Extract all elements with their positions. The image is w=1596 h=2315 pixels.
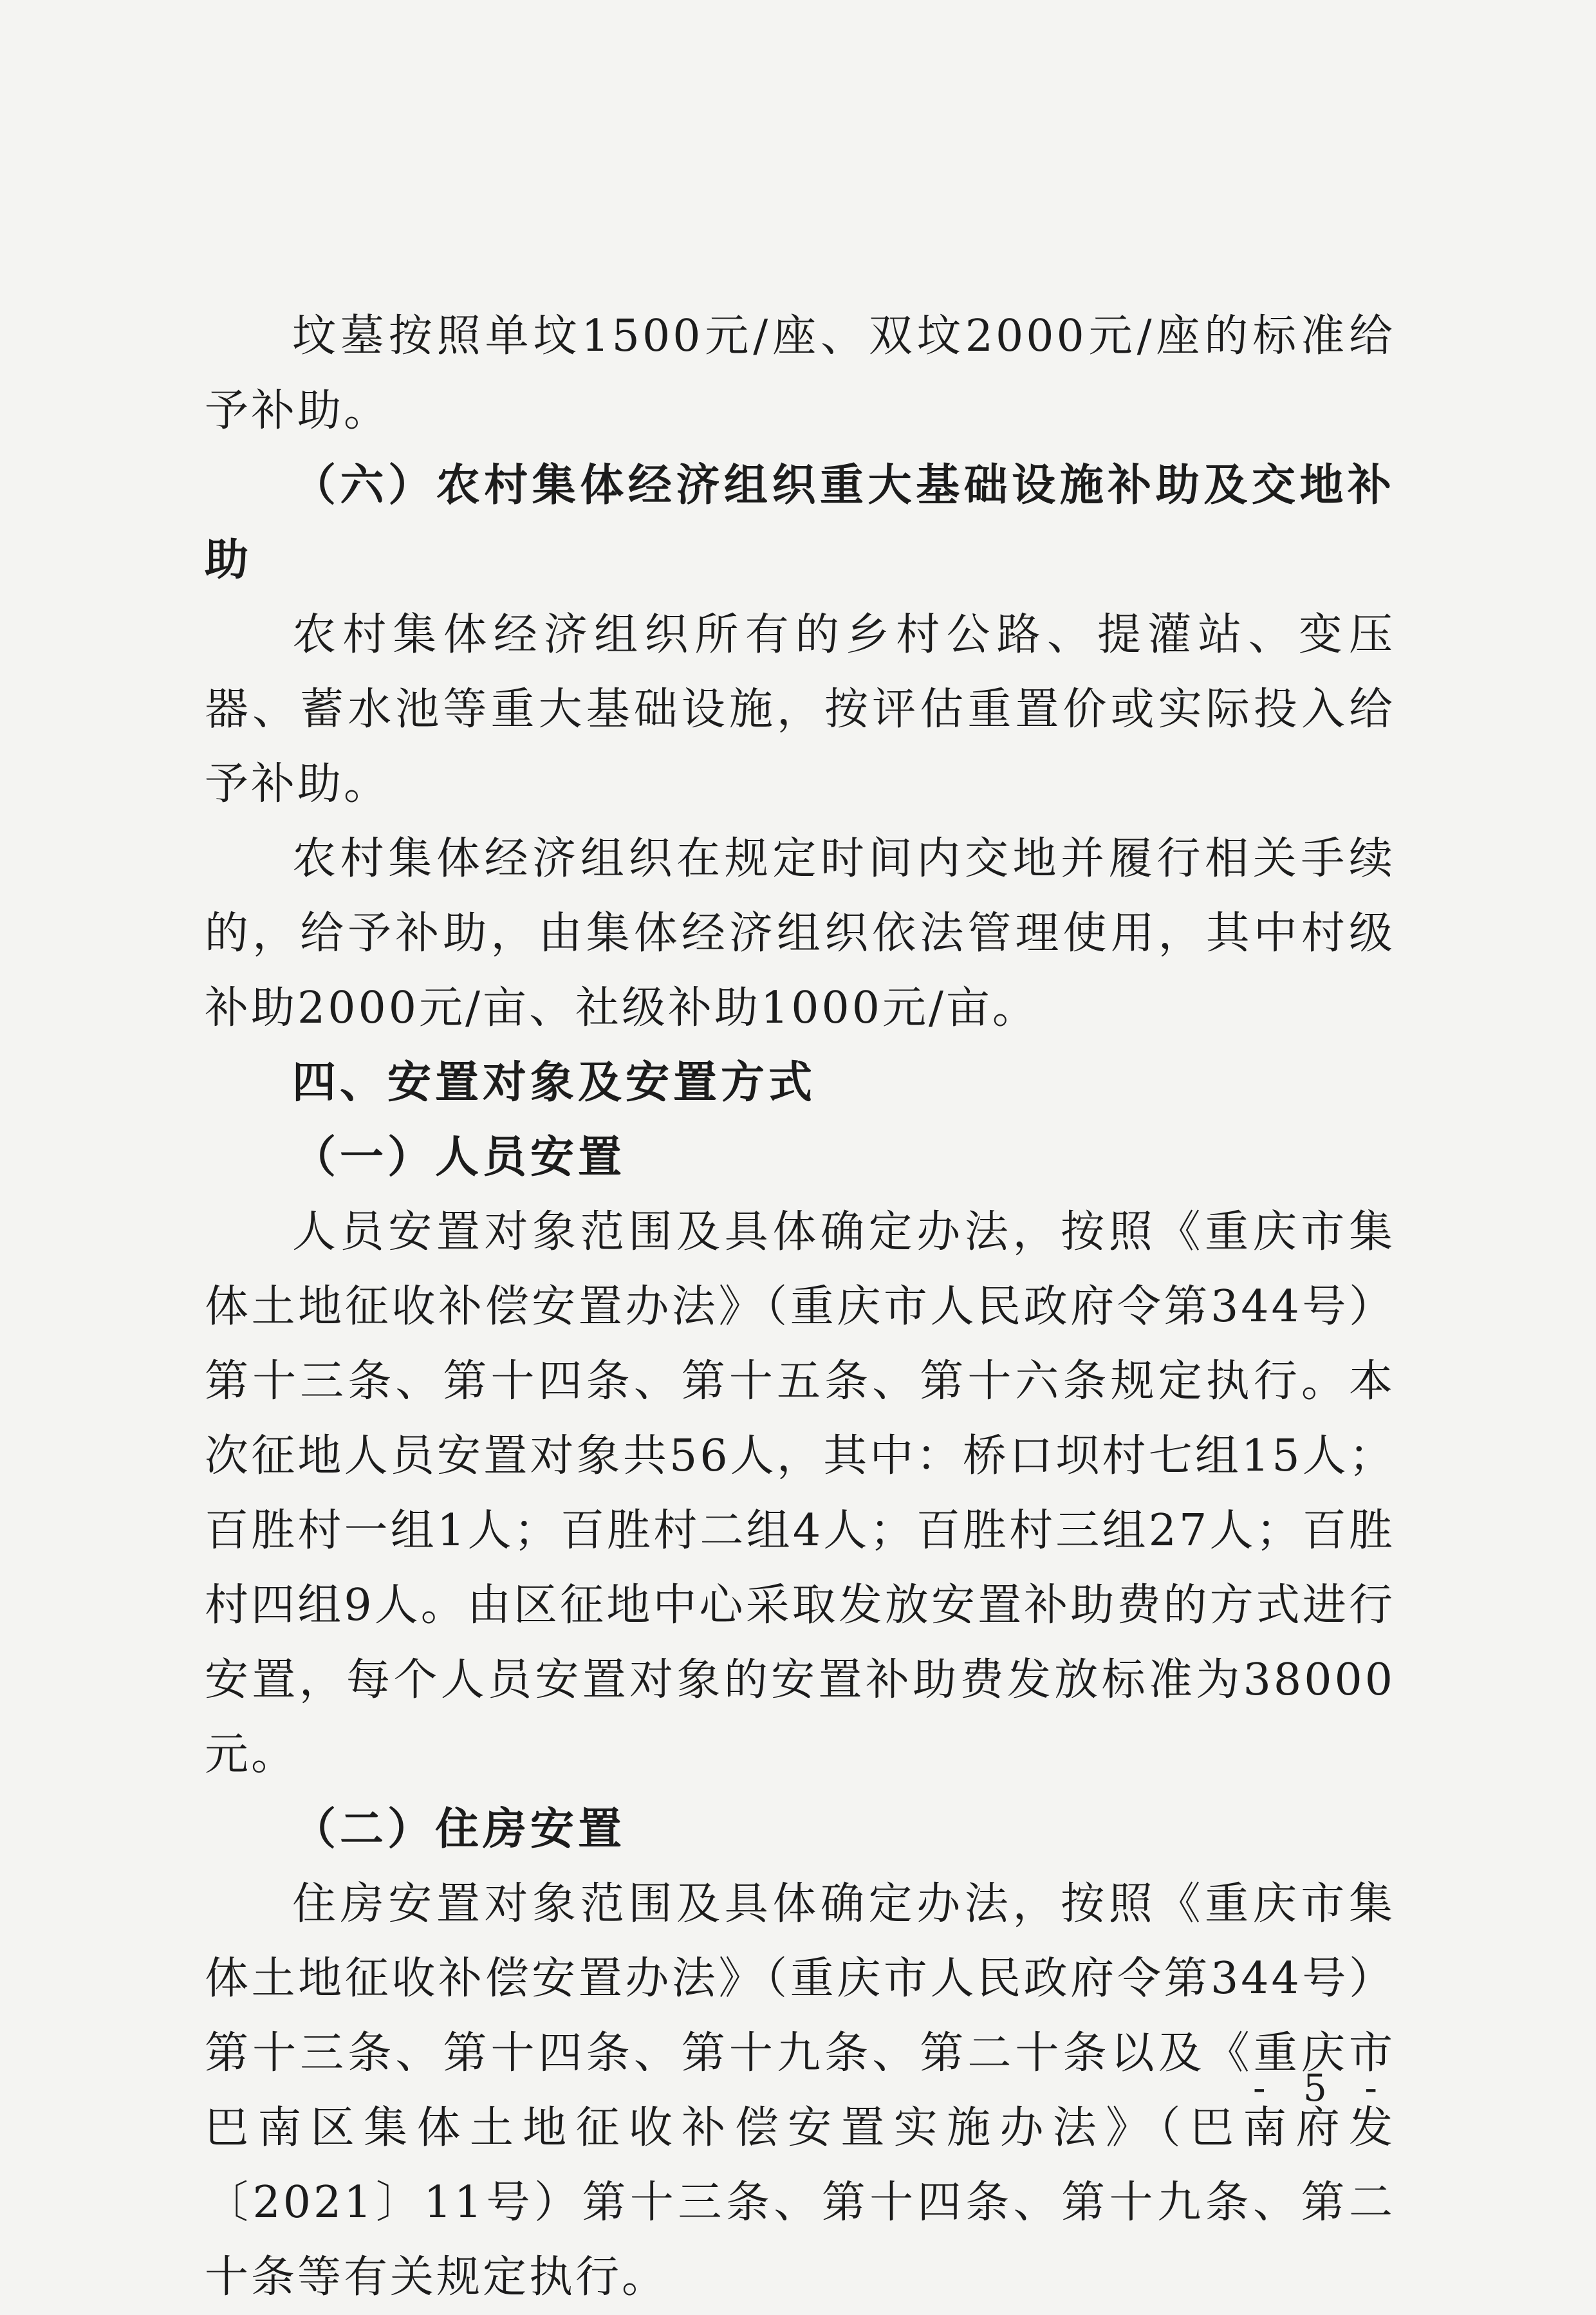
heading-housing-resettlement: （二）住房安置 [292,1804,626,1855]
heading-section-6: （六）农村集体经济组织重大基础设施补助及交地补助 [205,460,1395,586]
paragraph-personnel-resettlement: 人员安置对象范围及具体确定办法，按照《重庆市集体土地征收补偿安置办法》（重庆市人民政府令第344号）第十三条、第十四条、第十五条、第十六条规定执行。本次征地人员安置对象共56人，其中：桥口坝村七组15人；百胜村一组1人；百胜村二组4人；百胜村三组27人；百胜村四组9人。由区征地中心采取发放安置补助费的方式进行安置，每个人员安置对象的安置补助费发放标准为38000元。 [205,1207,1395,1780]
document-body [205,299,1395,2315]
paragraph-infrastructure: 农村集体经济组织所有的乡村公路、提灌站、变压器、蓄水池等重大基础设施，按评估重置价或实际投入给予补助。 [205,609,1395,810]
paragraph-grave-subsidy: 坟墓按照单坟1500元/座、双坟2000元/座的标准给予补助。 [205,311,1395,436]
paragraph-land-handover: 农村集体经济组织在规定时间内交地并履行相关手续的，给予补助，由集体经济组织依法管理使用，其中村级补助2000元/亩、社级补助1000元/亩。 [205,833,1395,1034]
page-number: - 5 - [1253,2066,1390,2110]
heading-personnel-resettlement: （一）人员安置 [292,1132,626,1183]
heading-part-4: 四、安置对象及安置方式 [292,1057,817,1108]
paragraph-housing-resettlement: 住房安置对象范围及具体确定办法，按照《重庆市集体土地征收补偿安置办法》（重庆市人民政府令第344号）第十三条、第十四条、第十九条、第二十条以及《重庆市巴南区集体土地征收补偿安置实施办法》（巴南府发〔2021〕11号）第十三条、第十四条、第十九条、第二十条等有关规定执行。 [205,1879,1395,2303]
